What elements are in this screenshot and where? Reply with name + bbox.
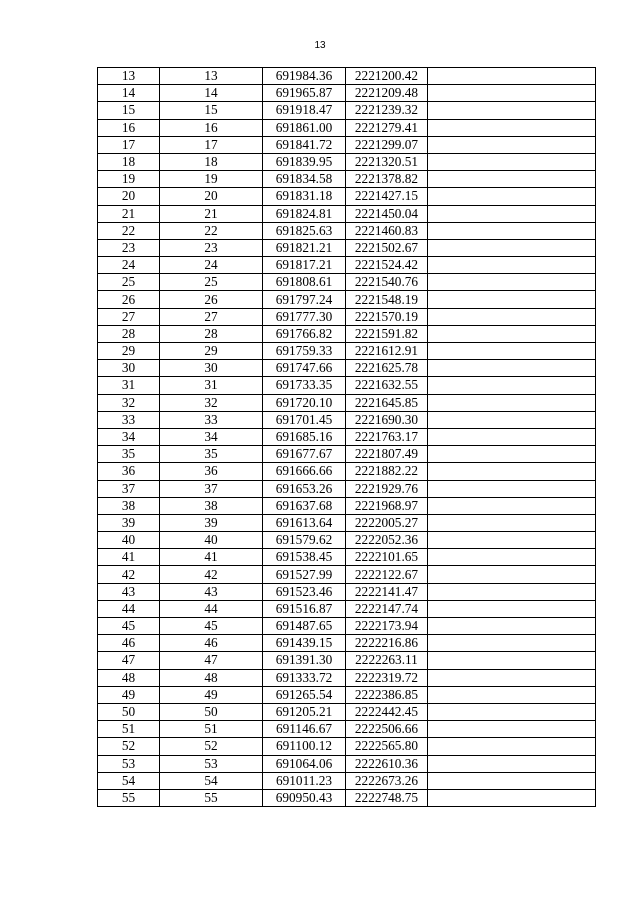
- notes-cell: [428, 618, 596, 635]
- table-row: [98, 257, 596, 274]
- point-number-cell: 31: [98, 377, 160, 394]
- table-row: [98, 239, 596, 256]
- point-id-cell: 28: [160, 325, 263, 342]
- notes-cell: [428, 755, 596, 772]
- point-number-cell: 43: [98, 583, 160, 600]
- notes-cell: [428, 789, 596, 806]
- point-id-cell: 26: [160, 291, 263, 308]
- point-number-cell: 52: [98, 738, 160, 755]
- notes-cell: [428, 153, 596, 170]
- table-row: [98, 600, 596, 617]
- point-number-cell: 16: [98, 119, 160, 136]
- y-coordinate-cell: 2222122.67: [346, 566, 428, 583]
- point-id-cell: 21: [160, 205, 263, 222]
- notes-cell: [428, 738, 596, 755]
- y-coordinate-cell: 2222610.36: [346, 755, 428, 772]
- y-coordinate-cell: 2221548.19: [346, 291, 428, 308]
- table-row: [98, 583, 596, 600]
- point-number-cell: 49: [98, 686, 160, 703]
- notes-cell: [428, 514, 596, 531]
- y-coordinate-cell: 2221200.42: [346, 68, 428, 85]
- x-coordinate-cell: 691861.00: [263, 119, 346, 136]
- point-number-cell: 29: [98, 343, 160, 360]
- x-coordinate-cell: 691720.10: [263, 394, 346, 411]
- x-coordinate-cell: 691834.58: [263, 171, 346, 188]
- point-number-cell: 40: [98, 532, 160, 549]
- notes-cell: [428, 205, 596, 222]
- notes-cell: [428, 480, 596, 497]
- point-number-cell: 25: [98, 274, 160, 291]
- notes-cell: [428, 669, 596, 686]
- x-coordinate-cell: 691666.66: [263, 463, 346, 480]
- point-id-cell: 24: [160, 257, 263, 274]
- point-id-cell: 33: [160, 411, 263, 428]
- y-coordinate-cell: 2222005.27: [346, 514, 428, 531]
- table-row: [98, 394, 596, 411]
- x-coordinate-cell: 691527.99: [263, 566, 346, 583]
- point-id-cell: 50: [160, 703, 263, 720]
- point-id-cell: 36: [160, 463, 263, 480]
- point-number-cell: 18: [98, 153, 160, 170]
- notes-cell: [428, 686, 596, 703]
- y-coordinate-cell: 2222263.11: [346, 652, 428, 669]
- x-coordinate-cell: 691523.46: [263, 583, 346, 600]
- x-coordinate-cell: 691918.47: [263, 102, 346, 119]
- table-row: [98, 532, 596, 549]
- table-row: [98, 721, 596, 738]
- notes-cell: [428, 411, 596, 428]
- notes-cell: [428, 463, 596, 480]
- table-row: [98, 360, 596, 377]
- notes-cell: [428, 703, 596, 720]
- notes-cell: [428, 635, 596, 652]
- table-row: [98, 411, 596, 428]
- y-coordinate-cell: 2222565.80: [346, 738, 428, 755]
- point-number-cell: 30: [98, 360, 160, 377]
- point-id-cell: 54: [160, 772, 263, 789]
- point-number-cell: 39: [98, 514, 160, 531]
- point-id-cell: 13: [160, 68, 263, 85]
- point-id-cell: 30: [160, 360, 263, 377]
- point-number-cell: 35: [98, 446, 160, 463]
- point-id-cell: 18: [160, 153, 263, 170]
- point-id-cell: 48: [160, 669, 263, 686]
- notes-cell: [428, 360, 596, 377]
- point-number-cell: 32: [98, 394, 160, 411]
- point-id-cell: 46: [160, 635, 263, 652]
- table-row: [98, 85, 596, 102]
- notes-cell: [428, 652, 596, 669]
- y-coordinate-cell: 2222506.66: [346, 721, 428, 738]
- point-number-cell: 15: [98, 102, 160, 119]
- x-coordinate-cell: 691824.81: [263, 205, 346, 222]
- y-coordinate-cell: 2221540.76: [346, 274, 428, 291]
- y-coordinate-cell: 2221882.22: [346, 463, 428, 480]
- x-coordinate-cell: 691759.33: [263, 343, 346, 360]
- y-coordinate-cell: 2221807.49: [346, 446, 428, 463]
- notes-cell: [428, 600, 596, 617]
- table-row: [98, 446, 596, 463]
- point-number-cell: 38: [98, 497, 160, 514]
- x-coordinate-cell: 691808.61: [263, 274, 346, 291]
- notes-cell: [428, 291, 596, 308]
- x-coordinate-cell: 691685.16: [263, 428, 346, 445]
- table-row: [98, 325, 596, 342]
- table-row: [98, 514, 596, 531]
- x-coordinate-cell: 691747.66: [263, 360, 346, 377]
- point-id-cell: 22: [160, 222, 263, 239]
- x-coordinate-cell: 691064.06: [263, 755, 346, 772]
- table-row: [98, 377, 596, 394]
- point-number-cell: 55: [98, 789, 160, 806]
- notes-cell: [428, 102, 596, 119]
- point-number-cell: 26: [98, 291, 160, 308]
- point-number-cell: 28: [98, 325, 160, 342]
- table-row: [98, 686, 596, 703]
- point-number-cell: 41: [98, 549, 160, 566]
- table-row: [98, 188, 596, 205]
- y-coordinate-cell: 2221763.17: [346, 428, 428, 445]
- y-coordinate-cell: 2222173.94: [346, 618, 428, 635]
- point-number-cell: 46: [98, 635, 160, 652]
- y-coordinate-cell: 2221524.42: [346, 257, 428, 274]
- x-coordinate-cell: 691439.15: [263, 635, 346, 652]
- y-coordinate-cell: 2222147.74: [346, 600, 428, 617]
- notes-cell: [428, 171, 596, 188]
- x-coordinate-cell: 691579.62: [263, 532, 346, 549]
- point-id-cell: 16: [160, 119, 263, 136]
- point-number-cell: 13: [98, 68, 160, 85]
- notes-cell: [428, 497, 596, 514]
- y-coordinate-cell: 2221378.82: [346, 171, 428, 188]
- y-coordinate-cell: 2221460.83: [346, 222, 428, 239]
- point-number-cell: 27: [98, 308, 160, 325]
- notes-cell: [428, 325, 596, 342]
- point-number-cell: 19: [98, 171, 160, 188]
- x-coordinate-cell: 691516.87: [263, 600, 346, 617]
- y-coordinate-cell: 2221570.19: [346, 308, 428, 325]
- x-coordinate-cell: 691817.21: [263, 257, 346, 274]
- table-row: [98, 463, 596, 480]
- table-row: [98, 153, 596, 170]
- table-row: [98, 222, 596, 239]
- x-coordinate-cell: 691653.26: [263, 480, 346, 497]
- table-row: [98, 618, 596, 635]
- point-number-cell: 21: [98, 205, 160, 222]
- table-row: [98, 343, 596, 360]
- notes-cell: [428, 343, 596, 360]
- point-id-cell: 44: [160, 600, 263, 617]
- notes-cell: [428, 188, 596, 205]
- y-coordinate-cell: 2222101.65: [346, 549, 428, 566]
- table-row: [98, 480, 596, 497]
- notes-cell: [428, 136, 596, 153]
- table-row: [98, 428, 596, 445]
- y-coordinate-cell: 2222442.45: [346, 703, 428, 720]
- y-coordinate-cell: 2221299.07: [346, 136, 428, 153]
- y-coordinate-cell: 2221632.55: [346, 377, 428, 394]
- table-row: [98, 772, 596, 789]
- notes-cell: [428, 257, 596, 274]
- x-coordinate-cell: 691839.95: [263, 153, 346, 170]
- point-id-cell: 27: [160, 308, 263, 325]
- x-coordinate-cell: 691100.12: [263, 738, 346, 755]
- y-coordinate-cell: 2221625.78: [346, 360, 428, 377]
- y-coordinate-cell: 2222052.36: [346, 532, 428, 549]
- notes-cell: [428, 549, 596, 566]
- point-number-cell: 37: [98, 480, 160, 497]
- point-id-cell: 51: [160, 721, 263, 738]
- x-coordinate-cell: 691831.18: [263, 188, 346, 205]
- point-number-cell: 20: [98, 188, 160, 205]
- point-id-cell: 23: [160, 239, 263, 256]
- point-number-cell: 36: [98, 463, 160, 480]
- y-coordinate-cell: 2222141.47: [346, 583, 428, 600]
- x-coordinate-cell: 691677.67: [263, 446, 346, 463]
- table-row: [98, 703, 596, 720]
- x-coordinate-cell: 691701.45: [263, 411, 346, 428]
- table-row: [98, 308, 596, 325]
- point-id-cell: 52: [160, 738, 263, 755]
- point-id-cell: 25: [160, 274, 263, 291]
- y-coordinate-cell: 2221427.15: [346, 188, 428, 205]
- point-number-cell: 23: [98, 239, 160, 256]
- point-number-cell: 50: [98, 703, 160, 720]
- y-coordinate-cell: 2221239.32: [346, 102, 428, 119]
- x-coordinate-cell: 691265.54: [263, 686, 346, 703]
- point-number-cell: 54: [98, 772, 160, 789]
- table-row: [98, 205, 596, 222]
- point-id-cell: 34: [160, 428, 263, 445]
- notes-cell: [428, 446, 596, 463]
- y-coordinate-cell: 2221929.76: [346, 480, 428, 497]
- notes-cell: [428, 721, 596, 738]
- point-id-cell: 35: [160, 446, 263, 463]
- y-coordinate-cell: 2221209.48: [346, 85, 428, 102]
- x-coordinate-cell: 691146.67: [263, 721, 346, 738]
- notes-cell: [428, 583, 596, 600]
- table-row: [98, 497, 596, 514]
- x-coordinate-cell: 690950.43: [263, 789, 346, 806]
- x-coordinate-cell: 691797.24: [263, 291, 346, 308]
- point-number-cell: 14: [98, 85, 160, 102]
- table-row: [98, 669, 596, 686]
- point-id-cell: 19: [160, 171, 263, 188]
- notes-cell: [428, 119, 596, 136]
- y-coordinate-cell: 2222386.85: [346, 686, 428, 703]
- point-id-cell: 49: [160, 686, 263, 703]
- point-id-cell: 32: [160, 394, 263, 411]
- x-coordinate-cell: 691333.72: [263, 669, 346, 686]
- point-number-cell: 42: [98, 566, 160, 583]
- notes-cell: [428, 394, 596, 411]
- notes-cell: [428, 222, 596, 239]
- x-coordinate-cell: 691821.21: [263, 239, 346, 256]
- point-id-cell: 41: [160, 549, 263, 566]
- notes-cell: [428, 377, 596, 394]
- table-row: [98, 274, 596, 291]
- point-number-cell: 17: [98, 136, 160, 153]
- y-coordinate-cell: 2221320.51: [346, 153, 428, 170]
- notes-cell: [428, 274, 596, 291]
- point-id-cell: 29: [160, 343, 263, 360]
- point-number-cell: 47: [98, 652, 160, 669]
- x-coordinate-cell: 691777.30: [263, 308, 346, 325]
- point-number-cell: 33: [98, 411, 160, 428]
- point-id-cell: 40: [160, 532, 263, 549]
- point-id-cell: 20: [160, 188, 263, 205]
- point-id-cell: 17: [160, 136, 263, 153]
- coordinates-table-body: [98, 68, 596, 807]
- x-coordinate-cell: 691984.36: [263, 68, 346, 85]
- point-id-cell: 45: [160, 618, 263, 635]
- notes-cell: [428, 772, 596, 789]
- point-number-cell: 24: [98, 257, 160, 274]
- x-coordinate-cell: 691205.21: [263, 703, 346, 720]
- y-coordinate-cell: 2222748.75: [346, 789, 428, 806]
- x-coordinate-cell: 691011.23: [263, 772, 346, 789]
- table-row: [98, 171, 596, 188]
- point-id-cell: 38: [160, 497, 263, 514]
- y-coordinate-cell: 2222673.26: [346, 772, 428, 789]
- x-coordinate-cell: 691538.45: [263, 549, 346, 566]
- point-id-cell: 43: [160, 583, 263, 600]
- table-row: [98, 738, 596, 755]
- y-coordinate-cell: 2222216.86: [346, 635, 428, 652]
- y-coordinate-cell: 2221450.04: [346, 205, 428, 222]
- point-number-cell: 48: [98, 669, 160, 686]
- notes-cell: [428, 566, 596, 583]
- y-coordinate-cell: 2221690.30: [346, 411, 428, 428]
- point-id-cell: 55: [160, 789, 263, 806]
- table-row: [98, 789, 596, 806]
- table-row: [98, 136, 596, 153]
- table-row: [98, 119, 596, 136]
- y-coordinate-cell: 2221645.85: [346, 394, 428, 411]
- x-coordinate-cell: 691965.87: [263, 85, 346, 102]
- y-coordinate-cell: 2221612.91: [346, 343, 428, 360]
- coordinates-table: [97, 67, 596, 807]
- x-coordinate-cell: 691841.72: [263, 136, 346, 153]
- table-row: [98, 291, 596, 308]
- notes-cell: [428, 68, 596, 85]
- notes-cell: [428, 532, 596, 549]
- x-coordinate-cell: 691613.64: [263, 514, 346, 531]
- notes-cell: [428, 308, 596, 325]
- x-coordinate-cell: 691766.82: [263, 325, 346, 342]
- point-id-cell: 31: [160, 377, 263, 394]
- notes-cell: [428, 85, 596, 102]
- y-coordinate-cell: 2221502.67: [346, 239, 428, 256]
- point-number-cell: 22: [98, 222, 160, 239]
- point-id-cell: 53: [160, 755, 263, 772]
- point-number-cell: 44: [98, 600, 160, 617]
- notes-cell: [428, 428, 596, 445]
- point-number-cell: 34: [98, 428, 160, 445]
- point-id-cell: 42: [160, 566, 263, 583]
- notes-cell: [428, 239, 596, 256]
- x-coordinate-cell: 691637.68: [263, 497, 346, 514]
- y-coordinate-cell: 2222319.72: [346, 669, 428, 686]
- table-row: [98, 68, 596, 85]
- table-row: [98, 549, 596, 566]
- point-number-cell: 45: [98, 618, 160, 635]
- x-coordinate-cell: 691825.63: [263, 222, 346, 239]
- x-coordinate-cell: 691733.35: [263, 377, 346, 394]
- table-row: [98, 652, 596, 669]
- table-row: [98, 755, 596, 772]
- x-coordinate-cell: 691391.30: [263, 652, 346, 669]
- table-row: [98, 566, 596, 583]
- point-id-cell: 14: [160, 85, 263, 102]
- point-id-cell: 39: [160, 514, 263, 531]
- y-coordinate-cell: 2221591.82: [346, 325, 428, 342]
- table-row: [98, 102, 596, 119]
- y-coordinate-cell: 2221968.97: [346, 497, 428, 514]
- point-id-cell: 47: [160, 652, 263, 669]
- table-row: [98, 635, 596, 652]
- point-id-cell: 15: [160, 102, 263, 119]
- point-id-cell: 37: [160, 480, 263, 497]
- y-coordinate-cell: 2221279.41: [346, 119, 428, 136]
- x-coordinate-cell: 691487.65: [263, 618, 346, 635]
- page-number: 13: [314, 40, 326, 51]
- point-number-cell: 51: [98, 721, 160, 738]
- point-number-cell: 53: [98, 755, 160, 772]
